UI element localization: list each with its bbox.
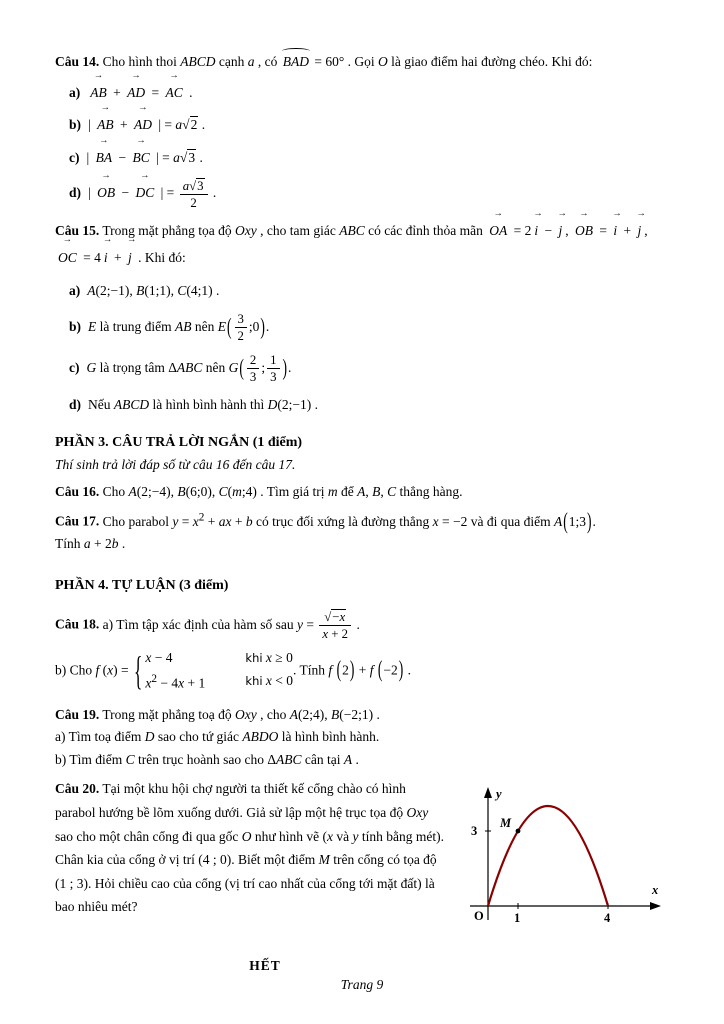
q14-option-d <box>69 178 674 211</box>
question-20 <box>55 777 674 946</box>
question-18-label: Câu 18. <box>55 616 100 632</box>
question-14-options <box>55 81 674 211</box>
q15-option-a <box>69 279 674 303</box>
page-number: Trang 9 <box>340 977 384 993</box>
part3-note: Thí sinh trả lời đáp số từ câu 16 đến câu 17. <box>55 457 296 473</box>
question-16-text: Cho A(2;−4), B(6;0), C(m;4) . Tìm giá trị m để A, B, C thẳng hàng. <box>102 484 463 500</box>
q15-option-b-label: b) <box>69 318 82 334</box>
question-20-label: Câu 20. <box>55 781 100 797</box>
origin-label: O <box>474 909 484 924</box>
x-tick-1-label: 1 <box>514 911 521 926</box>
y-axis-arrow-icon <box>484 787 492 798</box>
y-axis-label: y <box>496 787 502 802</box>
q15-option-b <box>69 311 674 344</box>
q14-option-b-label: b) <box>69 117 82 133</box>
question-15-label: Câu 15. <box>55 222 100 238</box>
question-14-label: Câu 14. <box>55 54 100 69</box>
question-19-intro: Trong mặt phẳng toạ độ Oxy , cho A(2;4), B(−2;1) . <box>102 706 380 722</box>
x-axis-arrow-icon <box>650 902 661 910</box>
q14-option-d-text: | OB → − DC → | = $\frac{a√3}{2}$ . <box>88 185 216 200</box>
q15-option-b-text: E là trung điểm AB nên E( $\frac{3}{2}$ ;0). <box>88 312 270 344</box>
question-15-intro2: OC → = 4 i → + j → . Khi đó: <box>55 245 674 271</box>
question-17-line1: Cho parabol $y = x^2$ + ax + b có trục đối xứng là đường thẳng x = −2 và đi qua điểm A(1;3). <box>102 507 596 534</box>
question-16-label: Câu 16. <box>55 484 100 500</box>
x-axis-label: x <box>652 883 659 898</box>
q14-option-a <box>69 81 674 105</box>
question-17-label: Câu 17. <box>55 513 100 529</box>
q15-option-d-label: d) <box>69 397 82 413</box>
question-17-line2: Tính a + 2b . <box>55 536 126 552</box>
question-15-options <box>55 279 674 418</box>
parabola-figure <box>456 781 670 939</box>
question-19-part-b: b) Tìm điểm C trên trục hoành sao cho ΔABC cân tại A . <box>55 752 359 768</box>
question-18-part-a: a) Tìm tập xác định của hàm số sau y = $\frac{√-x}{x + 2}$ . <box>102 610 360 642</box>
question-16 <box>55 482 674 503</box>
question-15 <box>55 219 674 418</box>
question-20-text-column <box>55 777 446 946</box>
question-14-intro: Cho hình thoi ABCD cạnh a , có BAD = 60° . Gọi O là giao điểm hai đường chéo. Khi đó: <box>103 54 593 69</box>
q15-option-c <box>69 352 674 385</box>
question-19 <box>55 705 674 772</box>
question-18-part-b: b) Cho f (x) = { x − 4 khi x ≥ 0 $x^2 - 4x + 1$ khi x < 0 . Tính f (2) + f (−2) . <box>55 646 411 693</box>
end-of-exam-label: HẾT <box>249 958 281 974</box>
q14-option-a-text: AB → + AD → = AC → . <box>87 85 192 100</box>
q14-option-a-label: a) <box>69 84 81 100</box>
point-m-label: M <box>500 816 512 831</box>
part4-title: PHẦN 4. TỰ LUẬN (3 điểm) <box>55 578 229 594</box>
q14-option-c <box>69 146 674 170</box>
x-tick-4-label: 4 <box>604 911 611 926</box>
q15-option-d <box>69 393 674 417</box>
y-tick-3-label: 3 <box>471 824 478 839</box>
question-14 <box>55 52 674 211</box>
question-20-text: Tại một khu hội chợ người ta thiết kế cổng chào có hình parabol hướng bề lõm xuống dưới. Giả sử lập một hệ trục tọa độ Oxy sao cho một chân cổng đi qua gốc O như hình vẽ (x và y tính bằng mét). Chân kia của cổng ở vị trí (4 ; 0). Biết một điểm M trên cổng có tọa độ (1 ; 3). Hỏi chiều cao của cổng (vị trí cao nhất của cổng tới mặt đất) là bao nhiêu mét? <box>55 781 444 915</box>
q14-option-c-label: c) <box>69 149 80 165</box>
q14-option-d-label: d) <box>69 185 82 201</box>
question-19-part-a: a) Tìm toạ điểm D sao cho tứ giác ABDO là hình bình hành. <box>55 729 380 745</box>
q15-option-c-text: G là trọng tâm ΔABC nên G( $\frac{2}{3}$ ; $\frac{1}{3}$ ). <box>86 353 292 385</box>
question-20-figure <box>456 777 674 946</box>
question-18 <box>55 609 674 694</box>
q15-option-a-label: a) <box>69 282 81 298</box>
question-17 <box>55 509 674 555</box>
question-15-intro: Trong mặt phẳng tọa độ Oxy , cho tam giác ABC có các đỉnh thỏa mãn OA → = 2 i → − j → , OB → = i → + j → , <box>102 223 647 238</box>
q14-option-c-text: | BA → − BC → | = a√3 . <box>87 150 203 165</box>
q15-option-c-label: c) <box>69 359 80 375</box>
q15-option-a-text: A(2;−1), B(1;1), C(4;1) . <box>87 282 220 298</box>
q14-option-b <box>69 113 674 137</box>
point-m-dot <box>516 829 521 834</box>
question-19-label: Câu 19. <box>55 706 100 722</box>
q15-option-d-text: Nếu ABCD là hình bình hành thì D(2;−1) . <box>88 397 318 413</box>
part3-title: PHẦN 3. CÂU TRẢ LỜI NGẮN (1 điểm) <box>55 434 303 450</box>
q14-option-b-text: | AB → + AD → | = a√2 . <box>88 117 205 132</box>
